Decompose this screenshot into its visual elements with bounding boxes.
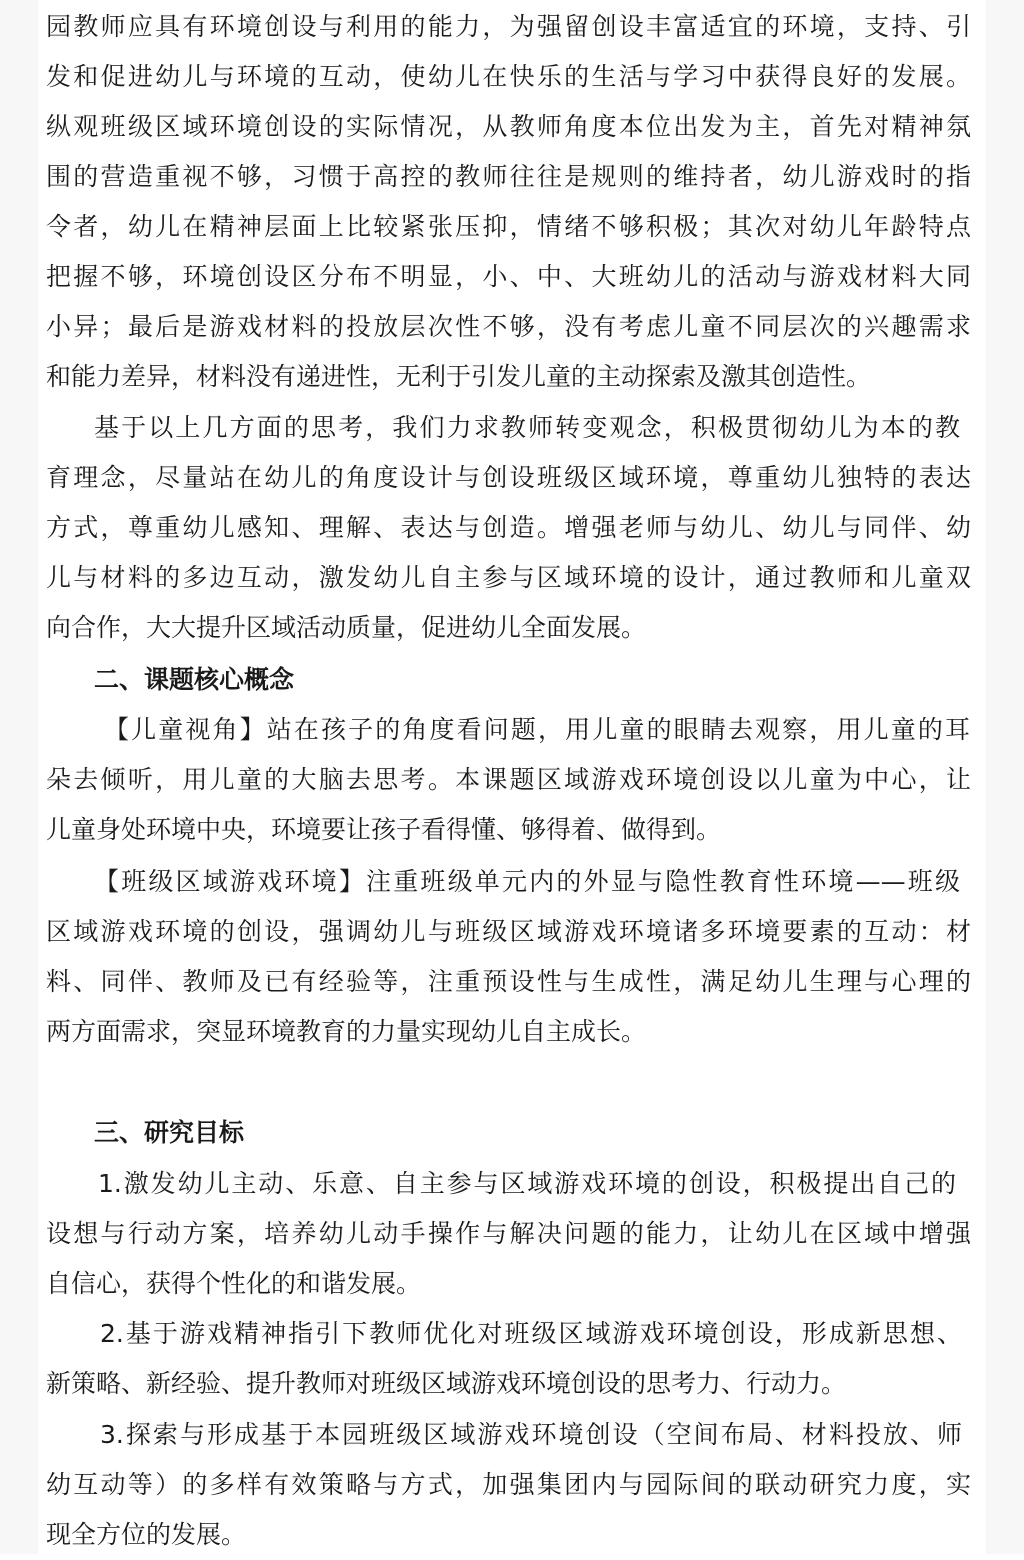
paragraph-4-line-4: 两方面需求，突显环境教育的力量实现幼儿自主成长。 <box>46 1017 647 1046</box>
paragraph-2-line-2: 育理念，尽量站在幼儿的角度设计与创设班级区域环境，尊重幼儿独特的表达 <box>46 463 971 492</box>
goal-3-line-1: 3.探索与形成基于本园班级区域游戏环境创设（空间布局、材料投放、师 <box>100 1420 962 1449</box>
paragraph-1-line-2: 发和促进幼儿与环境的互动，使幼儿在快乐的生活与学习中获得良好的发展。 <box>46 62 971 91</box>
goal-3-line-2: 幼互动等）的多样有效策略与方式，加强集团内与园际间的联动研究力度，实 <box>46 1470 971 1499</box>
goal-1-line-1: 1.激发幼儿主动、乐意、自主参与区域游戏环境的创设，积极提出自己的 <box>98 1169 956 1198</box>
goal-3-line-3: 现全方位的发展。 <box>46 1520 247 1549</box>
paragraph-1-line-5: 令者，幼儿在精神层面上比较紧张压抑，情绪不够积极；其次对幼儿年龄特点 <box>46 212 971 241</box>
paragraph-1-line-1: 园教师应具有环境创设与利用的能力，为强留创设丰富适宜的环境，支持、引 <box>46 12 971 41</box>
paragraph-4-line-2: 区域游戏环境的创设，强调幼儿与班级区域游戏环境诸多环境要素的互动：材 <box>46 917 971 946</box>
paragraph-2-line-5: 向合作，大大提升区域活动质量，促进幼儿全面发展。 <box>46 613 647 642</box>
left-margin-strip <box>0 0 38 1554</box>
paragraph-3-line-2: 朵去倾听，用儿童的大脑去思考。本课题区域游戏环境创设以儿童为中心，让 <box>46 765 971 794</box>
section-heading-research-goals: 三、研究目标 <box>94 1118 245 1147</box>
goal-2-line-1: 2.基于游戏精神指引下教师优化对班级区域游戏环境创设，形成新思想、 <box>100 1319 962 1348</box>
paragraph-1-line-4: 围的营造重视不够，习惯于高控的教师往往是规则的维持者，幼儿游戏时的指 <box>46 162 971 191</box>
paragraph-1-line-3: 纵观班级区域环境创设的实际情况，从教师角度本位出发为主，首先对精神氛 <box>46 112 971 141</box>
goal-1-line-3: 自信心，获得个性化的和谐发展。 <box>46 1269 422 1298</box>
paragraph-1-line-6: 把握不够，环境创设区分布不明显，小、中、大班幼儿的活动与游戏材料大同 <box>46 262 971 291</box>
goal-2-line-2: 新策略、新经验、提升教师对班级区域游戏环境创设的思考力、行动力。 <box>46 1369 847 1398</box>
paragraph-2-line-4: 儿与材料的多边互动，激发幼儿自主参与区域环境的设计，通过教师和儿童双 <box>46 563 971 592</box>
paragraph-4-line-1: 【班级区域游戏环境】注重班级单元内的外显与隐性教育性环境——班级 <box>94 867 960 896</box>
paragraph-3-line-1: 【儿童视角】站在孩子的角度看问题，用儿童的眼睛去观察，用儿童的耳 <box>104 715 970 744</box>
section-heading-core-concepts: 二、课题核心概念 <box>94 665 295 694</box>
paragraph-4-line-3: 料、同伴、教师及已有经验等，注重预设性与生成性，满足幼儿生理与心理的 <box>46 967 971 996</box>
goal-1-line-2: 设想与行动方案，培养幼儿动手操作与解决问题的能力，让幼儿在区域中增强 <box>46 1219 971 1248</box>
paragraph-1-line-8: 和能力差异，材料没有递进性，无利于引发儿童的主动探索及激其创造性。 <box>46 362 872 391</box>
right-margin-strip <box>986 0 1024 1554</box>
paragraph-2-line-1: 基于以上几方面的思考，我们力求教师转变观念，积极贯彻幼儿为本的教 <box>94 413 960 442</box>
paragraph-2-line-3: 方式，尊重幼儿感知、理解、表达与创造。增强老师与幼儿、幼儿与同伴、幼 <box>46 513 971 542</box>
paragraph-3-line-3: 儿童身处环境中央，环境要让孩子看得懂、够得着、做得到。 <box>46 815 722 844</box>
paragraph-1-line-7: 小异；最后是游戏材料的投放层次性不够，没有考虑儿童不同层次的兴趣需求 <box>46 312 971 341</box>
